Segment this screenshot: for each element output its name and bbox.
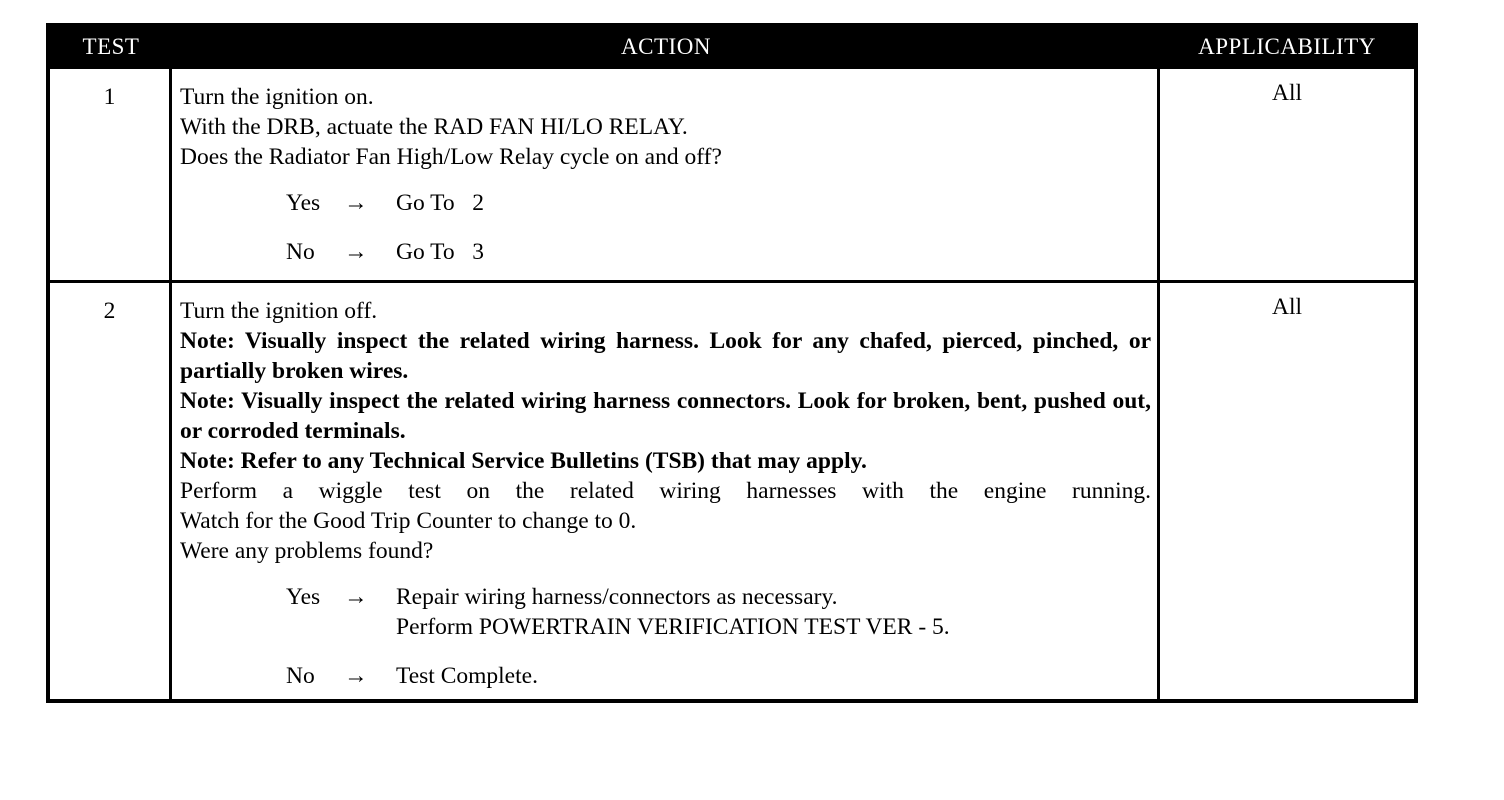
- branch-result: [396, 582, 1151, 642]
- action-cell: [172, 69, 1160, 280]
- action-line: With the DRB, actuate the RAD FAN HI/LO RELAY.: [180, 114, 688, 140]
- branch-no: [286, 661, 1151, 691]
- header-test: TEST: [82, 33, 140, 59]
- action-line: Turn the ignition off.: [180, 298, 378, 324]
- branch-answer: Yes: [286, 584, 321, 610]
- test-procedure-table: [46, 23, 1418, 703]
- action-line: Does the Radiator Fan High/Low Relay cycle on and off?: [180, 144, 722, 170]
- branch-no: [286, 237, 1151, 267]
- branch-result-line: Go To 2: [396, 190, 485, 216]
- branch-answer: No: [286, 239, 315, 265]
- branch-yes: [286, 582, 1151, 642]
- table-header-row: [50, 27, 1414, 66]
- action-line: Perform a wiggle test on the related wiring harnesses with the engine running.: [180, 478, 1151, 504]
- branch-result-line: Go To 3: [396, 239, 485, 265]
- branch-yes: [286, 188, 1151, 218]
- applicability-cell: All: [1271, 80, 1303, 106]
- table-row: [50, 280, 1414, 699]
- arrow-right-icon: →: [344, 584, 368, 610]
- branch-result: [396, 661, 1151, 691]
- branch-result: [396, 188, 1151, 218]
- branch-result: [396, 237, 1151, 267]
- table-row: [50, 66, 1414, 280]
- action-line: Turn the ignition on.: [180, 84, 374, 110]
- test-number: 1: [50, 69, 172, 280]
- branch-result-line: Test Complete.: [396, 663, 538, 689]
- action-cell: [172, 283, 1160, 699]
- test-number: 2: [50, 283, 172, 699]
- note-line: Note: Refer to any Technical Service Bulletins (TSB) that may apply.: [180, 448, 867, 474]
- branch-result-line: Repair wiring harness/connectors as necessary.: [396, 584, 838, 610]
- note-line: Note: Visually inspect the related wiring harness. Look for any chafed, pierced, pinched, or partially broken wires.: [180, 328, 1151, 384]
- header-action: ACTION: [621, 33, 711, 59]
- arrow-right-icon: →: [344, 239, 368, 265]
- action-line: Were any problems found?: [180, 538, 434, 564]
- branch-answer: Yes: [286, 190, 321, 216]
- applicability-cell: All: [1271, 294, 1303, 320]
- branch-result-line: Perform POWERTRAIN VERIFICATION TEST VER - 5.: [396, 614, 950, 640]
- header-applicability: APPLICABILITY: [1198, 33, 1376, 59]
- arrow-right-icon: →: [344, 663, 368, 689]
- action-line: Watch for the Good Trip Counter to change to 0.: [180, 508, 637, 534]
- branch-answer: No: [286, 663, 315, 689]
- arrow-right-icon: →: [344, 190, 368, 216]
- note-line: Note: Visually inspect the related wiring harness connectors. Look for broken, bent, pushed out, or corroded terminals.: [180, 388, 1151, 444]
